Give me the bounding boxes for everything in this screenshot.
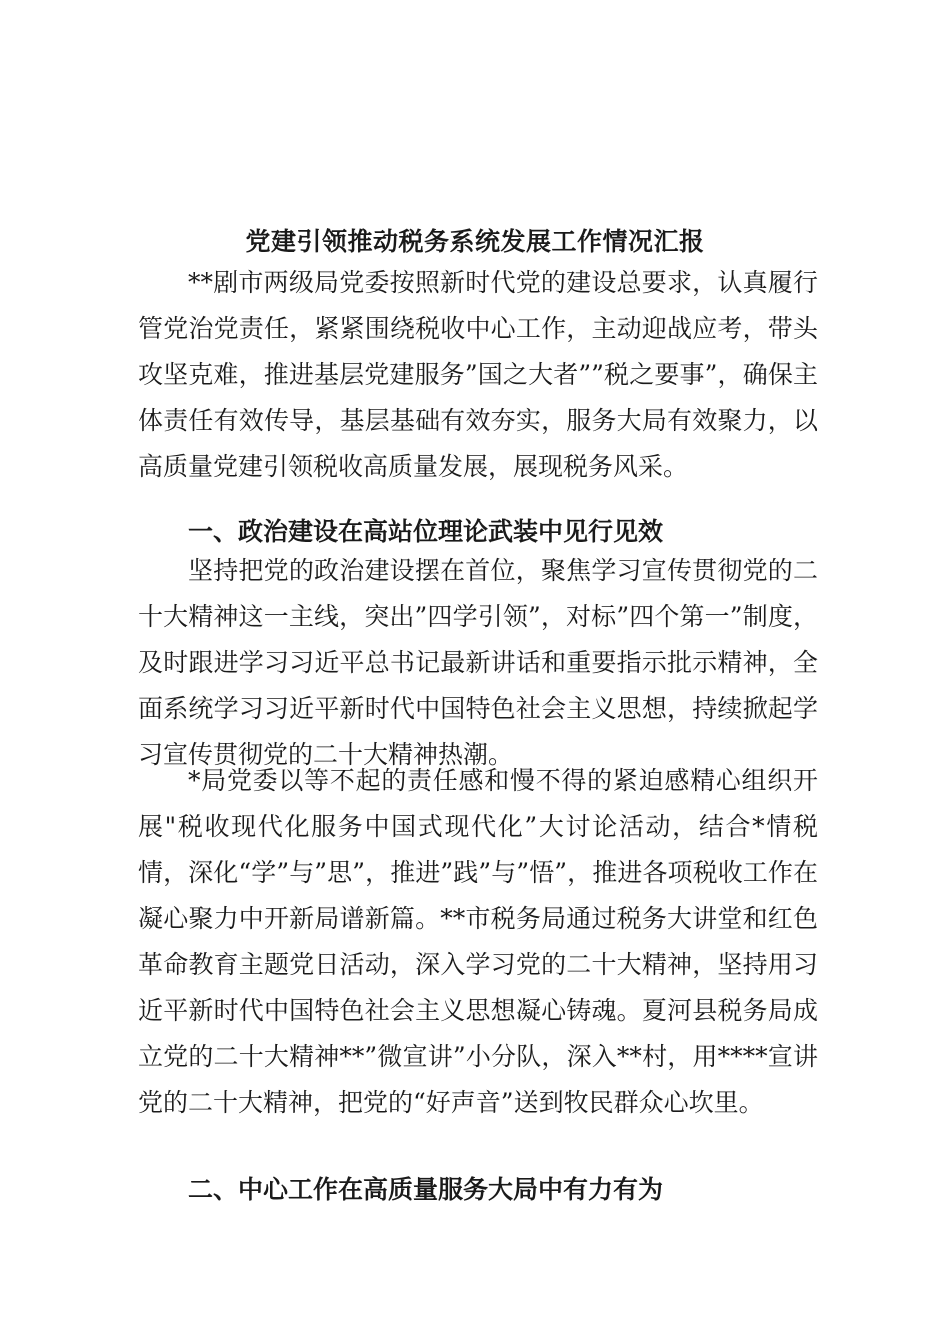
section-1-heading: 一、政治建设在高站位理论武装中见行见效: [188, 517, 664, 546]
intro-paragraph: **剧市两级局党委按照新时代党的建设总要求，认真履行管党治党责任，紧紧围绕税收中心工作，主动迎战应考，带头攻坚克难，推进基层党建服务”国之大者””税之要事”，确保主体责任有效传导，基层基础有效夯实，服务大局有效聚力，以高质量党建引领税收高质量发展，展现税务风采。: [138, 268, 818, 481]
section-2-heading: 二、中心工作在高质量服务大局中有力有为: [188, 1175, 664, 1204]
section-1-paragraph-1: 坚持把党的政治建设摆在首位，聚焦学习宣传贯彻党的二十大精神这一主线，突出”四学引领”，对标”四个第一”制度，及时跟进学习习近平总书记最新讲话和重要指示批示精神，全面系统学习习近平新时代中国特色社会主义思想，持续掀起学习宣传贯彻党的二十大精神热潮。: [138, 556, 818, 769]
section-1-paragraph-2: *局党委以等不起的责任感和慢不得的紧迫感精心组织开展"税收现代化服务中国式现代化”大讨论活动，结合*情税情，深化“学”与”思”，推进”践”与”悟”，推进各项税收工作在凝心聚力中开新局谱新篇。**市税务局通过税务大讲堂和红色革命教育主题党日活动，深入学习党的二十大精神，坚持用习近平新时代中国特色社会主义思想凝心铸魂。夏河县税务局成立党的二十大精神**”微宣讲”小分队，深入**村，用****宣讲党的二十大精神，把党的“好声音”送到牧民群众心坎里。: [138, 766, 818, 1117]
document-title: 党建引领推动税务系统发展工作情况汇报: [245, 227, 705, 256]
